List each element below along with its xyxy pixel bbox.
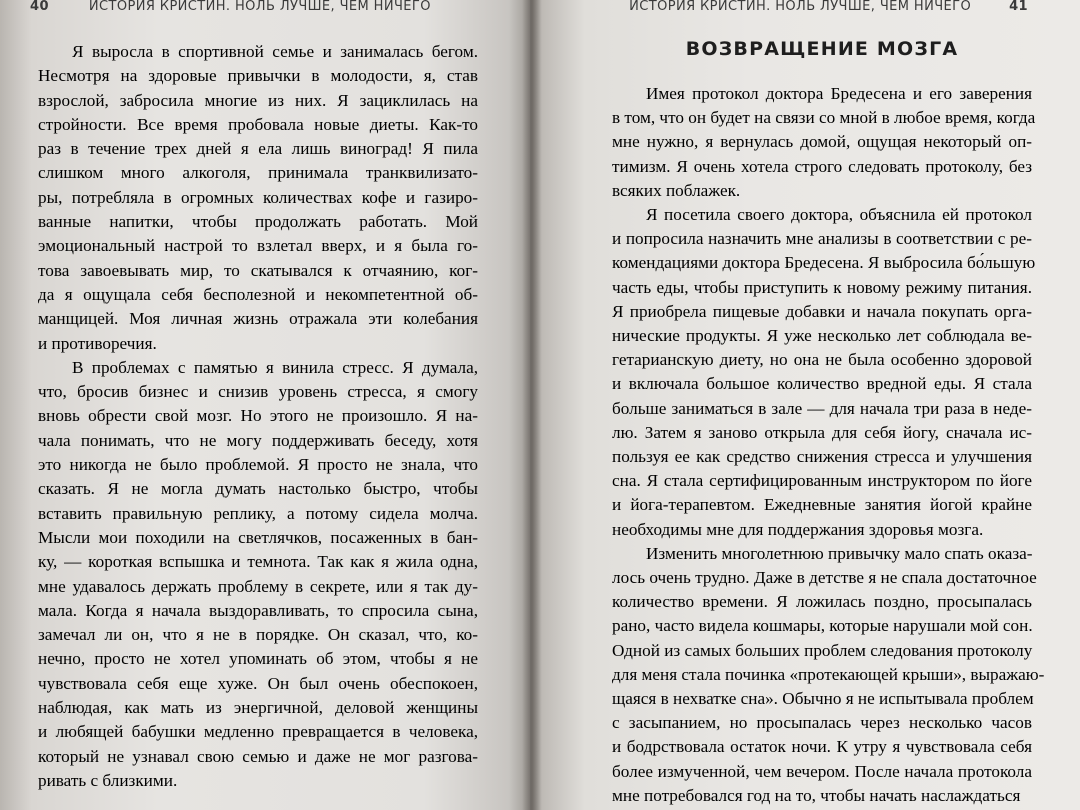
text-line: слишком много алкоголя, принимала транквилизато- xyxy=(38,163,478,183)
text-line: наблюдая, как мать из энергичной, деловой женщины xyxy=(38,698,478,718)
text-line: что, бросив бизнес и снизив уровень стресса, я смогу xyxy=(38,382,478,402)
text-line: манщицей. Моя личная жизнь отражала эти колебания xyxy=(38,309,478,329)
text-line: Изменить многолетнюю привычку мало спать оказа- xyxy=(646,543,1033,563)
text-line: стройности. Все время пробовала новые диеты. Как-то xyxy=(38,114,478,134)
text-line: для меня стала починка «протекающей крыши», выражаю- xyxy=(612,664,1045,684)
text-line: ку, — короткая вспышка и темнота. Так как я жила одна, xyxy=(38,552,478,572)
text-line: вновь обрести свой мозг. Но этого не произошло. Я на- xyxy=(38,406,478,426)
text-line: количество времени. Я ложилась поздно, просыпалась xyxy=(612,592,1032,612)
text-line: Несмотря на здоровые привычки в молодости, я, став xyxy=(38,66,478,86)
text-line: лю. Затем я заново открыла для себя йогу, сначала ис- xyxy=(612,422,1032,442)
text-line: нечно, просто не хотел упоминать об этом, чтобы я не xyxy=(38,649,478,669)
text-line: и включала большое количество вредной еды. Я стала xyxy=(612,374,1032,394)
text-line: с засыпанием, но просыпалась через несколько часов xyxy=(612,713,1032,733)
text-line: В проблемах с памятью я винила стресс. Я думала, xyxy=(72,357,478,377)
left-page-body xyxy=(38,40,478,793)
right-paragraph-3 xyxy=(612,542,1045,808)
right-page-body xyxy=(612,82,1045,808)
text-line: да я ощущала себя бесполезной и некомпетентной об- xyxy=(38,284,478,304)
left-paragraph-2 xyxy=(38,356,478,793)
text-line: это никогда не было проблемой. Я просто не знала, что xyxy=(38,455,478,475)
text-line: и противоречия. xyxy=(38,333,157,353)
text-line: комендациями доктора Бредесена. Я выбросила бо́льшую xyxy=(612,253,1036,273)
text-line: часть еды, чтобы приступить к новому режиму питания. xyxy=(612,277,1032,297)
text-line: необходимы мне для поддержания здоровья мозга. xyxy=(612,519,984,539)
text-line: мне удавалось держать проблему в секрете, или я так ду- xyxy=(38,576,478,596)
text-line: рано, часто видела кошмары, которые нарушали мой сон. xyxy=(612,616,1033,636)
text-line: вставить правильную реплику, а потому сидела молча. xyxy=(38,503,478,523)
text-line: Я посетила своего доктора, объяснила ей протокол xyxy=(646,205,1032,225)
text-line: в том, что он будет на связи со мной в любое время, когда xyxy=(612,108,1036,128)
text-line: Мысли мои походили на светлячков, посаженных в бан- xyxy=(38,527,478,547)
text-line: ривать с близкими. xyxy=(38,770,178,790)
text-line: и бодрствовала остаток ночи. К утру я чувствовала себя xyxy=(612,737,1032,757)
text-line: эмоциональный настрой то взлетал вверх, и я была го- xyxy=(38,236,478,256)
text-line: мала. Когда я начала выздоравливать, то спросила сына, xyxy=(38,600,478,620)
text-line: Я приобрела пищевые добавки и начала покупать орга- xyxy=(612,301,1032,321)
right-running-head xyxy=(548,0,1028,16)
text-line: лось очень трудно. Даже в детстве я не спала достаточное xyxy=(612,568,1037,588)
right-page-number: 41 xyxy=(1009,0,1028,14)
text-line: взрослой, забросила многие из них. Я зациклилась на xyxy=(38,90,478,110)
text-line: нические продукты. Я уже несколько лет соблюдала ве- xyxy=(612,326,1032,346)
right-paragraph-2 xyxy=(612,203,1036,542)
text-line: мне потребовался год на то, чтобы начать наслаждаться xyxy=(612,785,1021,805)
left-running-head-text: ИСТОРИЯ КРИСТИН. НОЛЬ ЛУЧШЕ, ЧЕМ НИЧЕГО xyxy=(88,0,431,14)
text-line: и любящей бабушки медленно превращается в человека, xyxy=(38,722,478,742)
left-running-head xyxy=(30,0,430,16)
right-running-head-text: ИСТОРИЯ КРИСТИН. НОЛЬ ЛУЧШЕ, ЧЕМ НИЧЕГО xyxy=(629,0,972,14)
left-page-number: 40 xyxy=(30,0,49,14)
text-line: сна. Я стала сертифицированным инструктором по йоге xyxy=(612,471,1032,491)
right-paragraph-1 xyxy=(612,82,1036,203)
text-line: тимизм. Я очень хотела строго следовать протоколу, без xyxy=(612,156,1032,176)
text-line: который не узнавал свою семью и даже не мог разгова- xyxy=(38,746,478,766)
text-line: раз в течение трех дней я ела лишь виноград! Я пила xyxy=(38,139,478,159)
text-line: ванные напитки, чтобы продолжать работать. Мой xyxy=(38,212,478,232)
text-line: сказать. Я не могла думать настолько быстро, чтобы xyxy=(38,479,478,499)
text-line: замечал ли он, что я не в порядке. Он сказал, что, ко- xyxy=(38,625,478,645)
text-line: и попросила назначить мне анализы в соответствии с ре- xyxy=(612,229,1032,249)
text-line: Одной из самых больших проблем следования протоколу xyxy=(612,640,1033,660)
text-line: более измученной, чем вечером. После начала протокола xyxy=(612,761,1032,781)
left-paragraph-1 xyxy=(38,40,478,356)
text-line: щаяся в нехватке сна». Обычно я не испытывала проблем xyxy=(612,689,1034,709)
chapter-title: ВОЗВРАЩЕНИЕ МОЗГА xyxy=(685,38,959,60)
text-line: и йога-терапевтом. Ежедневные занятия йогой крайне xyxy=(612,495,1032,515)
text-line: мне нужно, я вернулась домой, ощущая некоторый оп- xyxy=(612,132,1032,152)
text-line: больше заниматься в зале — для начала три раза в неде- xyxy=(612,398,1032,418)
text-line: това завоевывать мир, то скатывался к отчаянию, ког- xyxy=(38,260,478,280)
text-line: всяких поблажек. xyxy=(612,180,741,200)
text-line: гетарианскую диету, но она не была особенно здоровой xyxy=(612,350,1032,370)
text-line: Имея протокол доктора Бредесена и его заверения xyxy=(646,84,1032,103)
text-line: пользуя ее как средство снижения стресса и улучшения xyxy=(612,447,1032,467)
text-line: ры, потребляла в огромных количествах кофе и газиро- xyxy=(38,187,478,207)
text-line: чала понимать, что не могу поддерживать беседу, хотя xyxy=(38,430,478,450)
text-line: чувствовала себя еще хуже. Он был очень обеспокоен, xyxy=(38,673,478,693)
text-line: Я выросла в спортивной семье и занималась бегом. xyxy=(72,42,478,61)
